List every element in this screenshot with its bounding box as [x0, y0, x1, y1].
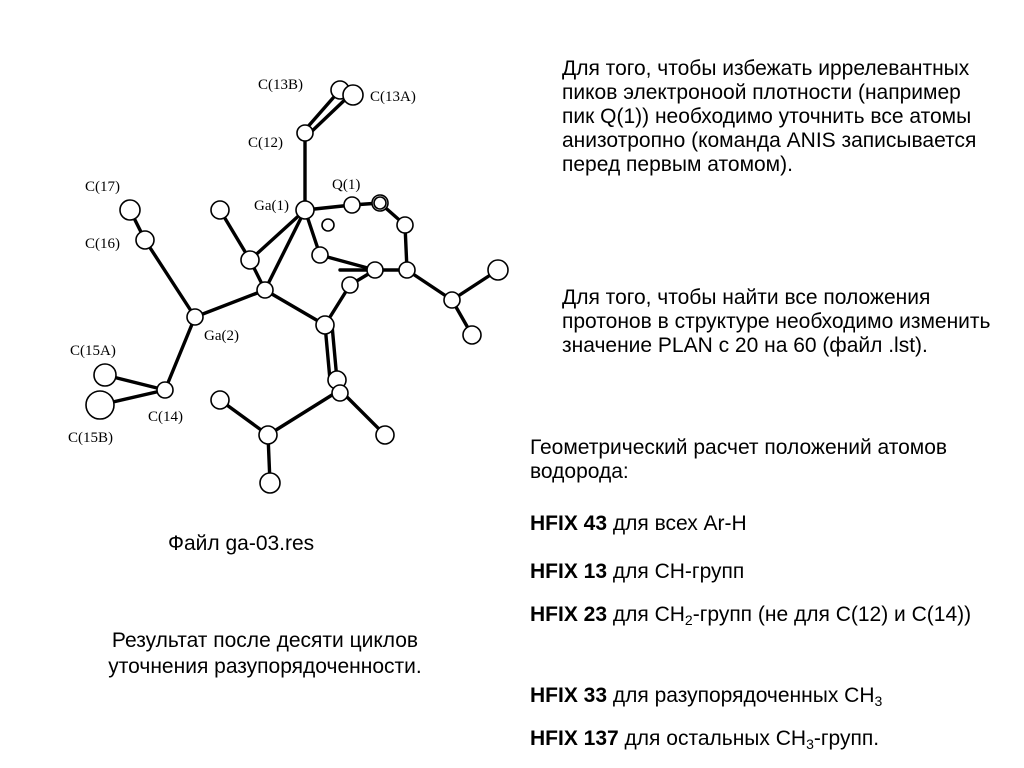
atoms — [86, 81, 508, 493]
hfix-description: для остальных CH — [618, 727, 807, 750]
label-c16: C(16) — [85, 236, 120, 252]
hfix-subscript: 3 — [874, 693, 883, 709]
label-c13a: C(13A) — [370, 89, 416, 105]
label-ga1: Ga(1) — [254, 198, 289, 214]
label-ga2: Ga(2) — [204, 328, 239, 344]
hfix-description-tail: -групп. — [813, 727, 880, 750]
hfix-command: HFIX 43 — [530, 512, 608, 535]
label-c17: C(17) — [85, 179, 120, 195]
hfix-line — [530, 603, 1000, 627]
label-c15a: C(15A) — [70, 343, 116, 359]
hfix-description-tail: -групп (не для C(12) и C(14)) — [692, 603, 972, 626]
hfix-subscript: 2 — [684, 612, 693, 628]
hfix-command: HFIX 13 — [530, 560, 608, 583]
plan-paragraph: Для того, чтобы найти все положения протонов в структуре необходимо изменить значение PLAN с 20 на 60 (файл .lst). — [562, 286, 991, 357]
hfix-line — [530, 512, 1000, 536]
label-c13b: C(13B) — [258, 77, 303, 93]
hydrogen-geometry-heading: Геометрический расчет положений атомов водорода: — [530, 436, 948, 483]
hfix-command: HFIX 137 — [530, 727, 619, 750]
hfix-line — [530, 560, 1000, 584]
hfix-description: для разупорядоченных CH — [607, 684, 875, 707]
hfix-line — [530, 684, 1000, 708]
hfix-subscript: 3 — [806, 736, 814, 752]
label-c15b: C(15B) — [68, 430, 113, 446]
file-caption: Файл ga-03.res — [168, 532, 315, 555]
label-q1: Q(1) — [332, 177, 361, 193]
hfix-description: для CH — [607, 603, 685, 626]
hfix-description: для CH-групп — [607, 560, 745, 583]
result-caption: Результат после десяти циклов уточнения разупорядоченности. — [108, 629, 422, 678]
hfix-description: для всех Ar-H — [607, 512, 747, 535]
hfix-command: HFIX 33 — [530, 684, 608, 707]
label-c14: C(14) — [148, 409, 183, 425]
hfix-line — [530, 727, 1000, 751]
hfix-command: HFIX 23 — [530, 603, 608, 626]
anis-paragraph: Для того, чтобы избежать иррелевантных пиков электроноой плотности (например пик Q(1)) необходимо уточнить все атомы анизотропно (команда ANIS записывается перед первым атомом). — [562, 57, 977, 176]
label-c12: C(12) — [248, 135, 283, 151]
ortep-molecule-diagram — [40, 55, 540, 515]
